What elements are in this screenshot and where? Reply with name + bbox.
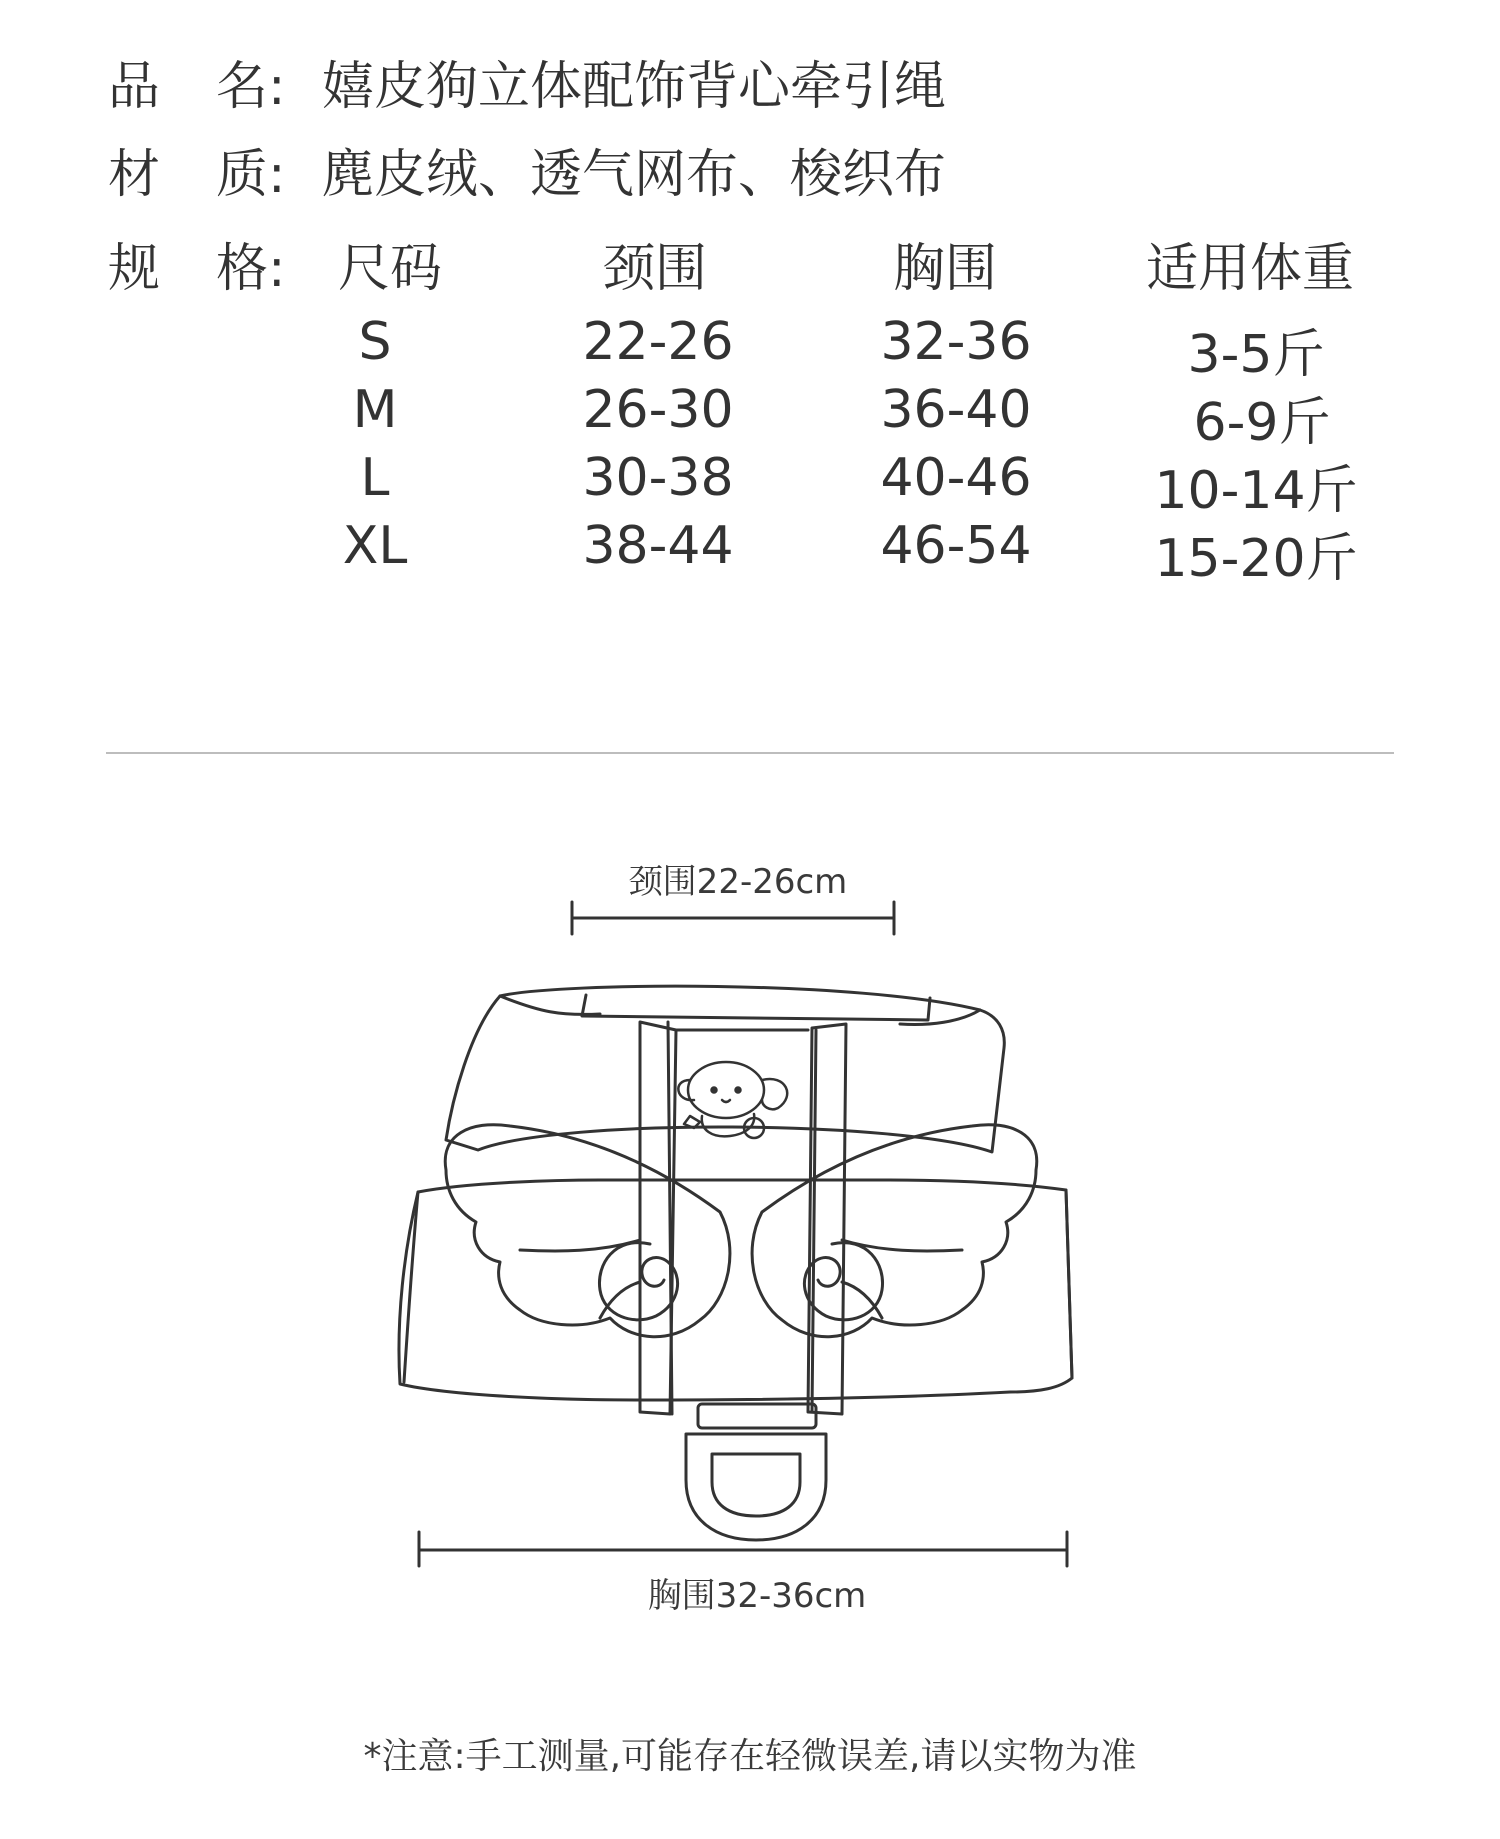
header-neck: 颈围 <box>602 239 707 299</box>
spec-label-char2: 格: <box>216 239 286 299</box>
header-size: 尺码 <box>337 239 442 299</box>
table-cell-chest: 32-36 <box>880 312 1032 372</box>
neck-measure-line <box>572 902 894 934</box>
right-wing <box>752 1125 1037 1337</box>
product-name-value: 嬉皮狗立体配饰背心牵引绳 <box>322 57 947 117</box>
table-cell-size: L <box>360 448 390 508</box>
product-name-label-char2: 名: <box>216 57 286 117</box>
table-cell-weight: 10-14斤 <box>1154 461 1358 521</box>
product-name-label-char1: 品 <box>108 57 161 117</box>
table-cell-neck: 38-44 <box>582 516 734 576</box>
left-wing <box>445 1125 730 1337</box>
chest-dimension-label: 胸围32-36cm <box>647 1576 867 1616</box>
table-cell-chest: 46-54 <box>880 516 1032 576</box>
header-weight: 适用体重 <box>1145 239 1354 299</box>
disclaimer-note: *注意:手工测量,可能存在轻微误差,请以实物为准 <box>363 1736 1137 1777</box>
collar-band <box>446 986 1004 1152</box>
table-cell-neck: 22-26 <box>582 312 734 372</box>
chest-measure-line <box>419 1532 1067 1566</box>
table-cell-weight: 6-9斤 <box>1193 393 1331 453</box>
table-cell-size: XL <box>342 516 408 576</box>
table-cell-weight: 15-20斤 <box>1154 529 1358 589</box>
material-label-char2: 质: <box>216 145 286 205</box>
chest-band <box>399 1180 1072 1400</box>
table-cell-chest: 36-40 <box>880 380 1032 440</box>
table-cell-neck: 30-38 <box>582 448 734 508</box>
material-label-char1: 材 <box>108 145 161 205</box>
d-ring-buckle <box>686 1404 826 1540</box>
table-cell-weight: 3-5斤 <box>1187 325 1325 385</box>
spec-label-char1: 规 <box>108 239 161 299</box>
material-value: 麂皮绒、透气网布、梭织布 <box>322 145 947 205</box>
neck-dimension-label: 颈围22-26cm <box>628 862 848 902</box>
header-chest: 胸围 <box>892 239 997 299</box>
table-cell-neck: 26-30 <box>582 380 734 440</box>
table-cell-size: S <box>358 312 392 372</box>
table-cell-chest: 40-46 <box>880 448 1032 508</box>
center-strap <box>640 1022 846 1414</box>
table-cell-size: M <box>352 380 398 440</box>
